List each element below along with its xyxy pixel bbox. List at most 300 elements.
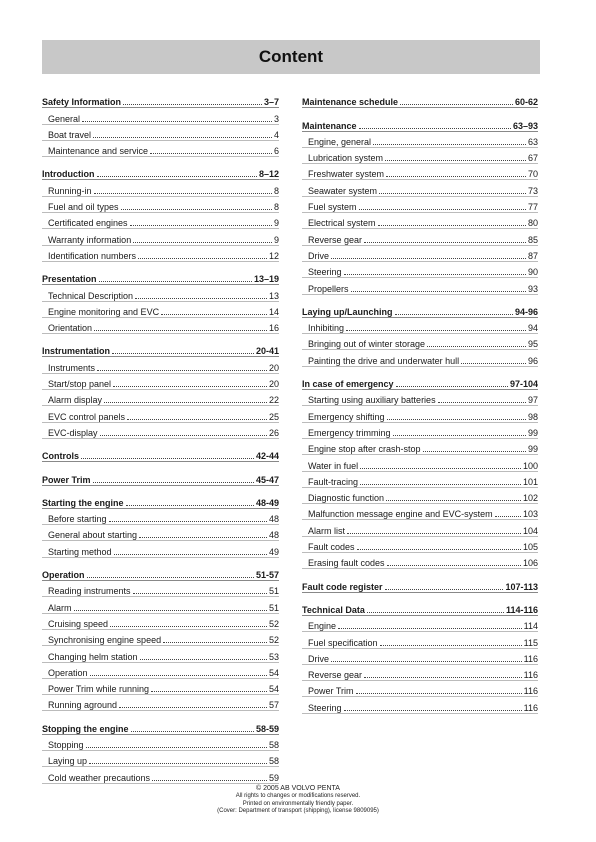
dot-leader <box>356 692 522 694</box>
entry-label: Stopping <box>48 739 84 750</box>
dot-leader <box>119 706 267 708</box>
dot-leader <box>135 297 267 299</box>
toc-section <box>42 718 279 783</box>
entry-page-number: 6 <box>273 146 279 157</box>
toc-entry[interactable] <box>42 285 279 301</box>
entry-label: Reading instruments <box>48 586 131 597</box>
entry-label: Painting the drive and underwater hull <box>308 355 460 366</box>
toc-entry[interactable] <box>302 681 538 697</box>
toc-section-heading[interactable] <box>302 374 538 390</box>
toc-entry[interactable] <box>302 649 538 665</box>
section-page-range: 8–12 <box>258 169 279 180</box>
entry-page-number: 57 <box>268 700 279 711</box>
dot-leader <box>393 434 526 436</box>
entry-label: Fuel system <box>308 202 357 213</box>
entry-page-number: 99 <box>527 444 538 455</box>
toc-section <box>42 341 279 439</box>
toc-entry[interactable] <box>42 318 279 334</box>
entry-page-number: 114 <box>523 621 538 632</box>
entry-label: EVC-display <box>48 427 98 438</box>
section-page-range: 60-62 <box>514 97 538 108</box>
dot-leader <box>74 609 267 611</box>
entry-page-number: 54 <box>268 684 279 695</box>
dot-leader <box>347 532 521 534</box>
page-title: Content <box>258 47 324 66</box>
entry-page-number: 70 <box>527 169 538 180</box>
entry-label: Fuel and oil types <box>48 202 119 213</box>
toc-entry[interactable] <box>302 488 538 504</box>
entry-label: Malfunction message engine and EVC-system <box>308 509 493 520</box>
toc-section-heading[interactable] <box>302 600 538 616</box>
toc-section <box>302 115 538 294</box>
dot-leader <box>387 564 521 566</box>
section-page-range: 114-116 <box>505 604 538 615</box>
toc-entry[interactable] <box>42 141 279 157</box>
page-header <box>42 40 540 74</box>
section-title: Starting the engine <box>42 497 124 508</box>
toc-entry[interactable] <box>42 423 279 439</box>
toc-section-heading[interactable] <box>302 115 538 131</box>
toc-entry[interactable] <box>302 229 538 245</box>
entry-label: Running-in <box>48 185 92 196</box>
dot-leader <box>87 576 254 578</box>
dot-leader <box>114 553 267 555</box>
entry-page-number: 16 <box>268 323 279 334</box>
dot-leader <box>150 152 272 154</box>
entry-page-number: 25 <box>268 411 279 422</box>
entry-label: Instruments <box>48 362 96 373</box>
toc-section <box>42 493 279 558</box>
toc-section <box>42 565 279 712</box>
entry-page-number: 101 <box>522 476 538 487</box>
section-gap <box>42 486 279 493</box>
entry-label: Diagnostic function <box>308 493 385 504</box>
entry-page-number: 87 <box>527 250 538 261</box>
entry-page-number: 67 <box>527 153 538 164</box>
toc-section-heading[interactable] <box>42 469 279 485</box>
entry-label: Start/stop panel <box>48 379 112 390</box>
entry-label: Freshwater system <box>308 169 385 180</box>
section-page-range: 97-104 <box>509 379 538 390</box>
entry-page-number: 8 <box>273 202 279 213</box>
toc-entry[interactable] <box>42 406 279 422</box>
dot-leader <box>331 257 526 259</box>
dot-leader <box>110 625 267 627</box>
toc-entry[interactable] <box>302 616 538 632</box>
section-page-range: 48-49 <box>255 497 279 508</box>
entry-page-number: 53 <box>268 651 279 662</box>
toc-section-heading[interactable] <box>42 164 279 180</box>
toc-section <box>42 469 279 485</box>
entry-page-number: 102 <box>522 493 538 504</box>
section-page-range: 20-41 <box>255 346 279 357</box>
entry-page-number: 48 <box>268 514 279 525</box>
toc-entry[interactable] <box>42 509 279 525</box>
dot-leader <box>359 127 511 129</box>
toc-entry[interactable] <box>302 553 538 569</box>
entry-label: Before starting <box>48 514 107 525</box>
dot-leader <box>379 192 526 194</box>
entry-page-number: 14 <box>268 306 279 317</box>
toc-entry[interactable] <box>42 767 279 783</box>
toc-entry[interactable] <box>42 695 279 711</box>
toc-entry[interactable] <box>302 455 538 471</box>
dot-leader <box>139 536 267 538</box>
toc-entry[interactable] <box>42 390 279 406</box>
entry-page-number: 104 <box>522 525 538 536</box>
toc-entry[interactable] <box>302 665 538 681</box>
dot-leader <box>344 709 522 711</box>
toc-entry[interactable] <box>42 614 279 630</box>
entry-page-number: 54 <box>268 667 279 678</box>
entry-label: Running aground <box>48 700 118 711</box>
entry-label: Engine <box>308 621 337 632</box>
entry-page-number: 90 <box>527 267 538 278</box>
entry-page-number: 48 <box>268 530 279 541</box>
dot-leader <box>495 515 521 517</box>
entry-page-number: 26 <box>268 427 279 438</box>
section-page-range: 42-44 <box>255 451 279 462</box>
section-title: Stopping the engine <box>42 723 129 734</box>
dot-leader <box>396 385 508 387</box>
dot-leader <box>123 103 262 105</box>
dot-leader <box>395 313 513 315</box>
entry-page-number: 116 <box>523 670 538 681</box>
dot-leader <box>438 401 526 403</box>
section-page-range: 51-57 <box>255 570 279 581</box>
dot-leader <box>100 434 267 436</box>
toc-entry[interactable] <box>42 246 279 262</box>
toc-section-heading[interactable] <box>42 565 279 581</box>
section-page-range: 45-47 <box>255 474 279 485</box>
dot-leader <box>89 762 267 764</box>
entry-label: Reverse gear <box>308 234 363 245</box>
entry-label: Alarm list <box>308 525 346 536</box>
dot-leader <box>97 369 267 371</box>
entry-label: General <box>48 113 81 124</box>
toc-entry[interactable] <box>302 246 538 262</box>
dot-leader <box>364 241 526 243</box>
footer-rights: All rights to changes or modifications reserved. <box>235 793 361 799</box>
entry-page-number: 85 <box>527 234 538 245</box>
entry-label: Engine, general <box>308 136 372 147</box>
entry-label: Maintenance and service <box>48 146 149 157</box>
toc-entry[interactable] <box>42 646 279 662</box>
toc-entry[interactable] <box>302 439 538 455</box>
toc-entry[interactable] <box>302 520 538 536</box>
entry-label: Reverse gear <box>308 670 363 681</box>
entry-label: Inhibiting <box>308 323 345 334</box>
section-title: Power Trim <box>42 474 91 485</box>
section-gap <box>42 711 279 718</box>
entry-page-number: 58 <box>268 739 279 750</box>
section-title: Operation <box>42 570 85 581</box>
section-title: Maintenance <box>302 120 357 131</box>
section-title: Controls <box>42 451 79 462</box>
dot-leader <box>338 627 522 629</box>
section-gap <box>42 462 279 469</box>
toc-section <box>302 576 538 592</box>
entry-page-number: 52 <box>268 635 279 646</box>
section-gap <box>42 262 279 269</box>
toc-entry[interactable] <box>302 390 538 406</box>
entry-label: Starting method <box>48 546 112 557</box>
entry-label: Changing helm station <box>48 651 138 662</box>
toc-entry[interactable] <box>42 597 279 613</box>
dot-leader <box>161 313 267 315</box>
dot-leader <box>378 224 526 226</box>
entry-label: Steering <box>308 267 342 278</box>
entry-label: Identification numbers <box>48 250 137 261</box>
entry-page-number: 9 <box>273 234 279 245</box>
footer <box>0 784 596 816</box>
section-gap <box>302 569 538 576</box>
toc-entry[interactable] <box>302 632 538 648</box>
toc-entry[interactable] <box>302 318 538 334</box>
entry-label: Water in fuel <box>308 460 359 471</box>
dot-leader <box>109 520 267 522</box>
toc-entry[interactable] <box>302 197 538 213</box>
section-page-range: 63–93 <box>512 120 538 131</box>
entry-page-number: 115 <box>523 637 538 648</box>
entry-label: Warranty information <box>48 234 132 245</box>
toc-entry[interactable] <box>302 697 538 713</box>
dot-leader <box>94 192 272 194</box>
entry-label: Propellers <box>308 283 349 294</box>
toc-section-heading[interactable] <box>302 576 538 592</box>
section-gap <box>42 334 279 341</box>
toc-entry[interactable] <box>42 735 279 751</box>
toc-entry[interactable] <box>302 148 538 164</box>
toc-section-heading[interactable] <box>302 302 538 318</box>
dot-leader <box>360 467 521 469</box>
section-title: Laying up/Launching <box>302 306 393 317</box>
toc-section <box>42 164 279 262</box>
toc-entry[interactable] <box>302 423 538 439</box>
toc-section-heading[interactable] <box>302 92 538 108</box>
toc-entry[interactable] <box>42 357 279 373</box>
dot-leader <box>331 660 522 662</box>
dot-leader <box>127 418 267 420</box>
toc-entry[interactable] <box>302 504 538 520</box>
entry-page-number: 95 <box>527 339 538 350</box>
entry-page-number: 51 <box>268 586 279 597</box>
section-page-range: 58-59 <box>255 723 279 734</box>
dot-leader <box>360 483 521 485</box>
toc-left-column <box>42 92 279 791</box>
entry-page-number: 116 <box>523 653 538 664</box>
dot-leader <box>386 175 526 177</box>
toc-entry[interactable] <box>302 472 538 488</box>
dot-leader <box>130 224 272 226</box>
entry-page-number: 116 <box>523 686 538 697</box>
entry-label: Power Trim <box>308 686 354 697</box>
toc-entry[interactable] <box>42 180 279 196</box>
toc-entry[interactable] <box>42 581 279 597</box>
dot-leader <box>121 208 272 210</box>
toc-section <box>302 374 538 570</box>
entry-label: Alarm display <box>48 395 103 406</box>
dot-leader <box>387 418 526 420</box>
dot-leader <box>400 103 513 105</box>
toc-entry[interactable] <box>42 751 279 767</box>
entry-page-number: 12 <box>268 250 279 261</box>
dot-leader <box>346 329 526 331</box>
dot-leader <box>126 504 254 506</box>
entry-page-number: 100 <box>522 460 538 471</box>
section-page-range: 3–7 <box>263 97 279 108</box>
dot-leader <box>427 345 526 347</box>
toc-section-heading[interactable] <box>42 341 279 357</box>
toc-entry[interactable] <box>42 197 279 213</box>
entry-page-number: 20 <box>268 362 279 373</box>
section-gap <box>42 558 279 565</box>
dot-leader <box>113 385 267 387</box>
footer-copyright: © 2005 AB VOLVO PENTA <box>256 785 340 792</box>
toc-entry[interactable] <box>42 525 279 541</box>
toc-section <box>302 92 538 108</box>
toc-entry[interactable] <box>302 262 538 278</box>
entry-label: Erasing fault codes <box>308 558 385 569</box>
toc-section <box>302 302 538 367</box>
section-page-range: 107-113 <box>505 581 538 592</box>
entry-page-number: 105 <box>522 542 538 553</box>
dot-leader <box>152 779 267 781</box>
dot-leader <box>373 143 526 145</box>
dot-leader <box>93 481 254 483</box>
toc-section <box>42 269 279 334</box>
dot-leader <box>133 592 267 594</box>
section-title: Maintenance schedule <box>302 97 399 108</box>
section-gap <box>302 295 538 302</box>
entry-label: EVC control panels <box>48 411 126 422</box>
toc-section-heading[interactable] <box>42 269 279 285</box>
toc-section <box>42 446 279 462</box>
entry-label: Fault-tracing <box>308 476 359 487</box>
entry-page-number: 8 <box>273 185 279 196</box>
toc-entry[interactable] <box>302 278 538 294</box>
entry-label: Engine stop after crash-stop <box>308 444 421 455</box>
toc-entry[interactable] <box>302 180 538 196</box>
entry-page-number: 98 <box>527 411 538 422</box>
dot-leader <box>86 746 267 748</box>
dot-leader <box>359 208 526 210</box>
dot-leader <box>97 175 257 177</box>
entry-label: Emergency trimming <box>308 427 391 438</box>
entry-page-number: 58 <box>268 756 279 767</box>
entry-page-number: 22 <box>268 395 279 406</box>
entry-label: Alarm <box>48 602 72 613</box>
entry-label: Technical Description <box>48 290 134 301</box>
toc-entry[interactable] <box>42 213 279 229</box>
toc-entry[interactable] <box>42 229 279 245</box>
toc-entry[interactable] <box>42 679 279 695</box>
toc-entry[interactable] <box>42 302 279 318</box>
entry-page-number: 3 <box>273 113 279 124</box>
section-gap <box>302 367 538 374</box>
toc-entry[interactable] <box>42 663 279 679</box>
dot-leader <box>104 401 267 403</box>
toc-right-column <box>302 92 538 721</box>
section-gap <box>302 593 538 600</box>
entry-label: Drive <box>308 653 330 664</box>
section-title: In case of emergency <box>302 379 394 390</box>
entry-label: Seawater system <box>308 185 378 196</box>
dot-leader <box>94 329 267 331</box>
toc-entry[interactable] <box>42 630 279 646</box>
entry-label: Electrical system <box>308 218 376 229</box>
entry-page-number: 77 <box>527 202 538 213</box>
entry-label: Steering <box>308 702 342 713</box>
toc-section-heading[interactable] <box>42 446 279 462</box>
toc-entry[interactable] <box>302 164 538 180</box>
toc-section <box>42 92 279 157</box>
entry-label: Drive <box>308 250 330 261</box>
entry-page-number: 59 <box>268 772 279 783</box>
entry-page-number: 97 <box>527 395 538 406</box>
section-title: Instrumentation <box>42 346 111 357</box>
toc-entry[interactable] <box>302 334 538 350</box>
entry-page-number: 80 <box>527 218 538 229</box>
toc-entry[interactable] <box>42 374 279 390</box>
footer-paper: Printed on environmentally friendly paper. <box>242 800 354 807</box>
entry-page-number: 93 <box>527 283 538 294</box>
toc-section-heading[interactable] <box>42 92 279 108</box>
entry-label: Laying up <box>48 756 88 767</box>
entry-label: Power Trim while running <box>48 684 150 695</box>
section-title: Introduction <box>42 169 95 180</box>
toc-section <box>302 600 538 714</box>
section-page-range: 94-96 <box>514 306 538 317</box>
toc-entry[interactable] <box>42 125 279 141</box>
dot-leader <box>461 362 526 364</box>
dot-leader <box>140 658 267 660</box>
entry-page-number: 106 <box>522 558 538 569</box>
entry-label: Engine monitoring and EVC <box>48 306 160 317</box>
entry-page-number: 52 <box>268 618 279 629</box>
entry-label: General about starting <box>48 530 138 541</box>
section-title: Presentation <box>42 274 97 285</box>
entry-label: Operation <box>48 667 88 678</box>
entry-page-number: 99 <box>527 427 538 438</box>
toc-section-heading[interactable] <box>42 493 279 509</box>
dot-leader <box>151 690 267 692</box>
dot-leader <box>93 136 272 138</box>
entry-page-number: 51 <box>268 602 279 613</box>
entry-page-number: 13 <box>268 290 279 301</box>
entry-page-number: 73 <box>527 185 538 196</box>
entry-page-number: 4 <box>273 129 279 140</box>
toc-entry[interactable] <box>302 350 538 366</box>
dot-leader <box>386 499 521 501</box>
section-title: Fault code register <box>302 581 383 592</box>
toc-entry[interactable] <box>42 108 279 124</box>
entry-label: Starting using auxiliary batteries <box>308 395 436 406</box>
section-gap <box>42 157 279 164</box>
entry-label: Orientation <box>48 323 93 334</box>
toc-entry[interactable] <box>302 537 538 553</box>
toc-entry[interactable] <box>302 132 538 148</box>
toc-entry[interactable] <box>302 213 538 229</box>
entry-page-number: 63 <box>527 136 538 147</box>
dot-leader <box>357 548 521 550</box>
toc-entry[interactable] <box>42 541 279 557</box>
dot-leader <box>82 120 272 122</box>
toc-section-heading[interactable] <box>42 718 279 734</box>
entry-page-number: 103 <box>522 509 538 520</box>
toc-entry[interactable] <box>302 406 538 422</box>
entry-label: Lubrication system <box>308 153 384 164</box>
